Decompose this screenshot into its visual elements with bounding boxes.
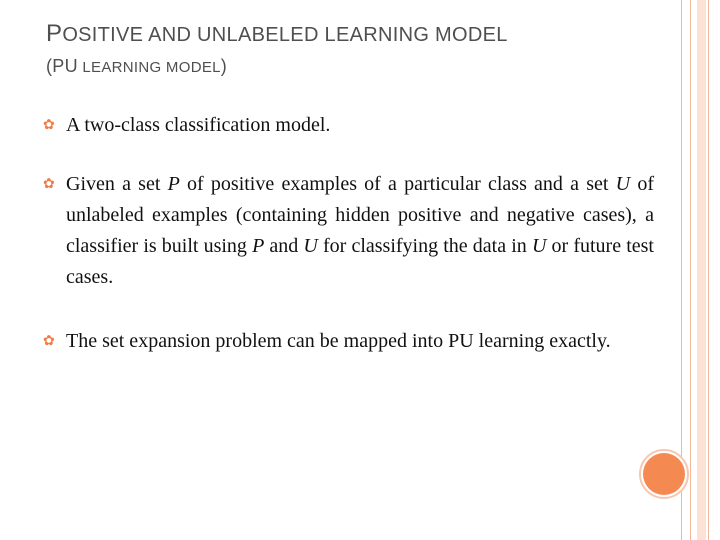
text-run: Given a set (66, 173, 168, 195)
symbol-p: P (252, 235, 265, 257)
text-run: of positive examples of a particular class and a set (179, 173, 616, 195)
bullet-text: A two-class classification model. (66, 114, 331, 136)
title-line-1 (46, 18, 508, 51)
bullet-text (66, 173, 654, 288)
list-item (43, 326, 654, 357)
right-border-line (690, 0, 691, 540)
diamond-bullet-icon: ✿ (43, 333, 55, 349)
title-initial: P (46, 20, 63, 47)
slide-title (46, 18, 508, 82)
decorative-circle (643, 453, 685, 495)
text-run: and (264, 235, 304, 257)
symbol-u: U (303, 235, 318, 257)
symbol-u: U (531, 235, 547, 257)
title-acronym: PU (52, 56, 78, 76)
title-paren-close: ) (220, 56, 228, 76)
text-run: for classifying the data in (317, 235, 532, 257)
text-run: or future test cases. (66, 235, 654, 288)
diamond-bullet-icon: ✿ (43, 117, 55, 133)
symbol-u: U (615, 173, 631, 195)
title-line-2-text: LEARNING MODEL (77, 59, 221, 76)
bullet-list (43, 110, 654, 385)
diamond-bullet-icon: ✿ (43, 176, 55, 192)
title-line-1-text: OSITIVE AND UNLABELED LEARNING MODEL (62, 24, 508, 46)
bullet-text: The set expansion problem can be mapped into PU learning exactly. (66, 330, 611, 352)
right-border-line (708, 0, 709, 540)
text-run: of unlabeled examples (containing hidden positive and negative cases), a classifier is built using (66, 173, 654, 257)
title-line-2 (46, 52, 508, 82)
right-border-band (697, 0, 706, 540)
title-paren-open: ( (46, 56, 53, 76)
list-item (43, 110, 654, 141)
list-item (43, 169, 654, 293)
symbol-p: P (167, 173, 180, 195)
